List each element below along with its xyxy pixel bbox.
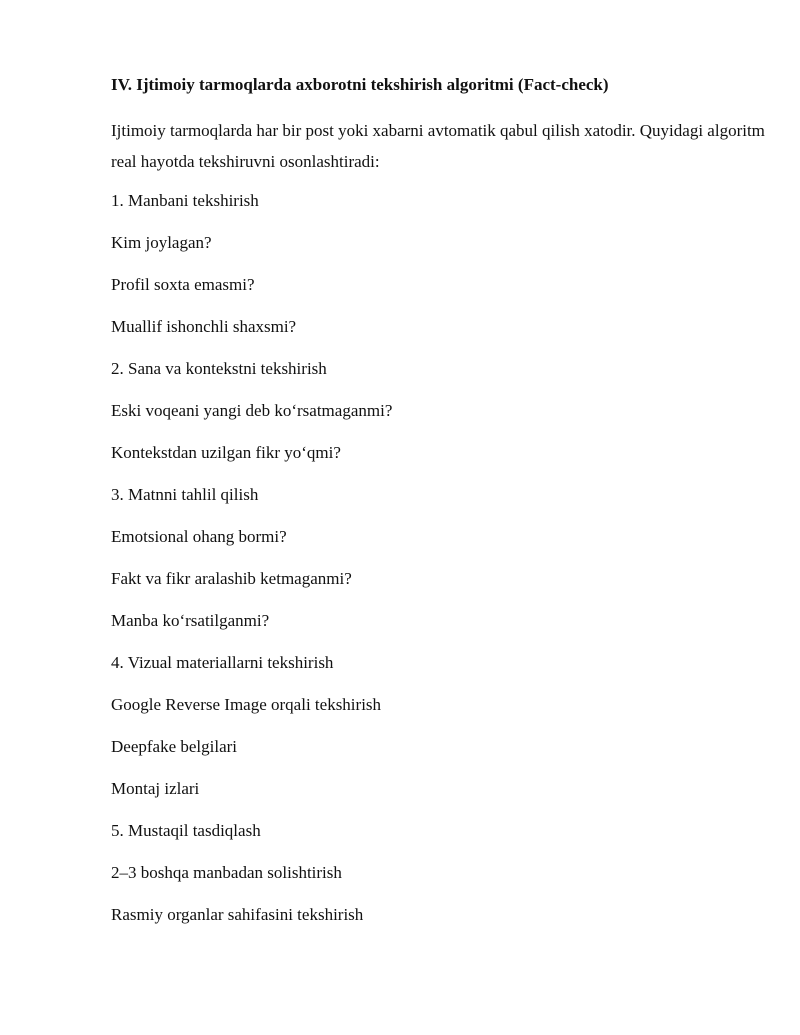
list-item: Manba koʻrsatilganmi? [111,611,270,630]
list-item: Profil soxta emasmi? [111,275,255,294]
list-item: Deepfake belgilari [111,737,238,756]
list-item: Kontekstdan uzilgan fikr yoʻqmi? [111,443,341,462]
step-heading-4: 4. Vizual materiallarni tekshirish [111,653,334,672]
intro-paragraph: Ijtimoiy tarmoqlarda har bir post yoki xabarni avtomatik qabul qilish xatodir. Quyidagi algoritm real hayotda tekshiruvni osonlashtiradi: [111,121,765,171]
list-item: Muallif ishonchli shaxsmi? [111,317,297,336]
step-heading-2: 2. Sana va kontekstni tekshirish [111,359,327,378]
step-heading-5: 5. Mustaqil tasdiqlash [111,821,261,840]
list-item: Kim joylagan? [111,233,212,252]
step-heading-1: 1. Manbani tekshirish [111,191,259,210]
list-item: 2–3 boshqa manbadan solishtirish [111,863,342,882]
list-item: Eski voqeani yangi deb koʻrsatmaganmi? [111,401,393,420]
list-item: Emotsional ohang bormi? [111,527,287,546]
list-item: Rasmiy organlar sahifasini tekshirish [111,905,364,924]
step-heading-3: 3. Matnni tahlil qilish [111,485,259,504]
list-item: Montaj izlari [111,779,200,798]
section-heading: IV. Ijtimoiy tarmoqlarda axborotni tekshirish algoritmi (Fact-check) [111,75,609,94]
list-item: Google Reverse Image orqali tekshirish [111,695,382,714]
list-item: Fakt va fikr aralashib ketmaganmi? [111,569,352,588]
